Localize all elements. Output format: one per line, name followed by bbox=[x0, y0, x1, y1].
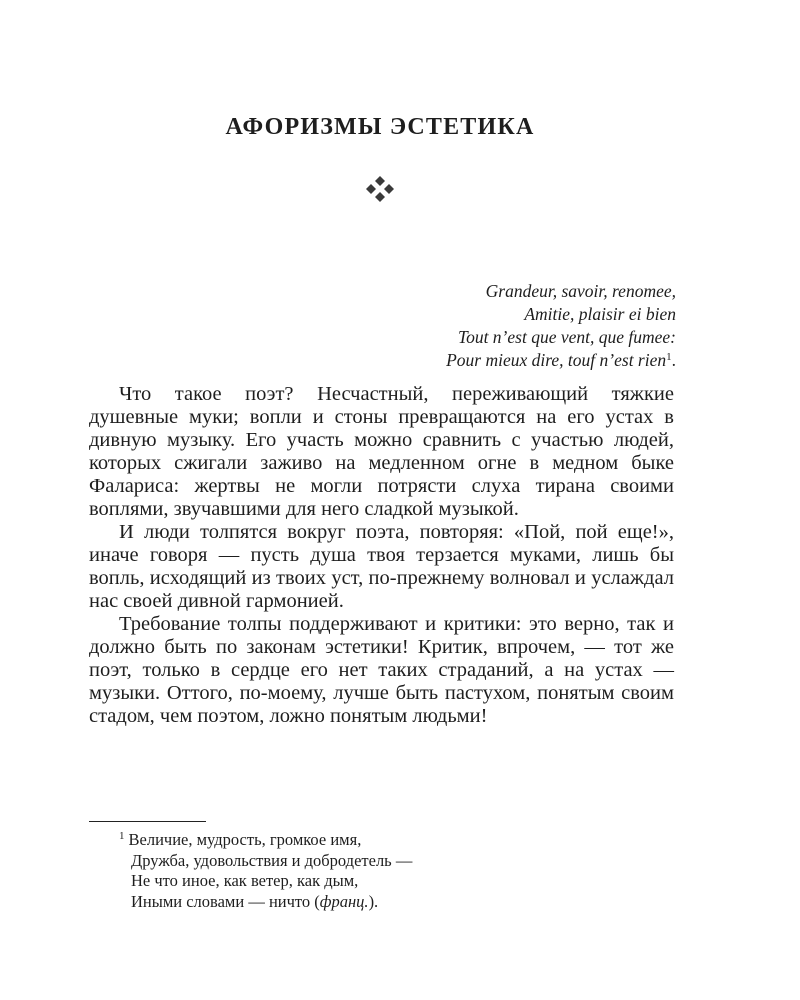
footnote-line-text: Иными словами — ничто ( bbox=[131, 891, 320, 911]
epigraph-final-punct: . bbox=[671, 350, 676, 370]
epigraph-line: Grandeur, savoir, renomee, bbox=[485, 281, 676, 301]
epigraph-line: Tout n’est que vent, que fumee: bbox=[457, 327, 676, 347]
footnote-line-text: Величие, мудрость, громкое имя, bbox=[128, 830, 362, 849]
diamond-ornament-icon bbox=[363, 174, 397, 204]
footnote-line: Не что иное, как ветер, как дым, bbox=[131, 871, 359, 890]
footnote-line-last bbox=[119, 892, 412, 913]
page-title: АФОРИЗМЫ ЭСТЕТИКА bbox=[225, 114, 535, 140]
paragraph: Требование толпы поддерживают и критики: это верно, так и должно быть по законам эстетики! Критик, впрочем, — тот же поэт, только в сердце его нет таких страданий, а на устах — музыки. Оттого, по-моему, лучше быть пастухом, понятым своим стадом, чем поэтом, ложно понятым людьми! bbox=[89, 613, 674, 727]
paragraph: Что такое поэт? Несчастный, переживающий тяжкие душевные муки; вопли и стоны превращаются на его устах в дивную музыку. Его участь можно сравнить с участью людей, которых сжигали заживо на медленном огне в медном быке Фалариса: жертвы не могли потрясти слуха тирана своими воплями, звучавшими для него сладкой музыкой. bbox=[89, 383, 674, 520]
footnote bbox=[119, 830, 412, 912]
footnote-marker: 1 bbox=[119, 830, 125, 842]
footnote-reference[interactable]: 1 bbox=[666, 351, 672, 363]
footnote-line bbox=[119, 830, 412, 851]
paragraph: И люди толпятся вокруг поэта, повторяя: «Пой, пой еще!», иначе говоря — пусть душа твоя терзается муками, лишь бы вопль, исходящий из твоих уст, по-прежнему волновал и услаждал нас своей дивной гармонией. bbox=[89, 521, 674, 612]
main-text bbox=[89, 383, 674, 728]
language-note: франц. bbox=[319, 891, 369, 911]
epigraph-line: Amitie, plaisir ei bien bbox=[524, 304, 676, 324]
epigraph bbox=[446, 280, 676, 372]
epigraph-line-text: Pour mieux dire, touf n’est rien bbox=[446, 350, 667, 370]
footnote-closing: ). bbox=[368, 891, 379, 911]
footnote-divider bbox=[89, 821, 206, 822]
footnote-line: Дружба, удовольствия и добродетель — bbox=[131, 850, 413, 870]
epigraph-line-last bbox=[446, 349, 676, 372]
